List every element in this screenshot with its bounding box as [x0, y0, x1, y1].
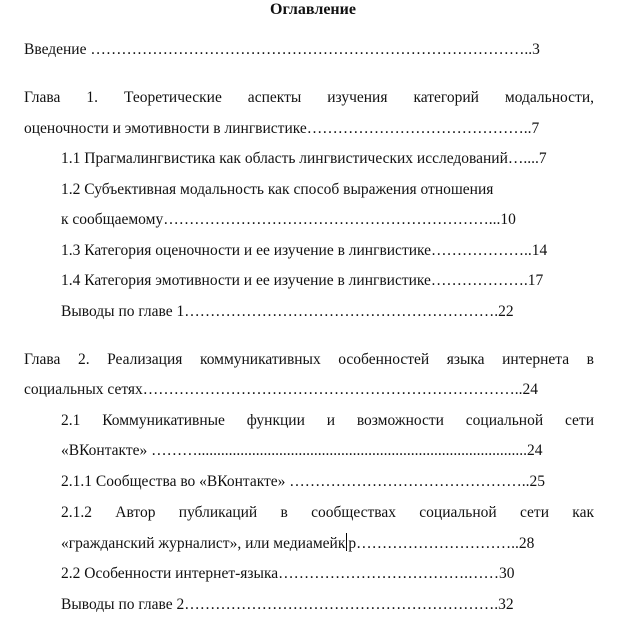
toc-entry-2-1-2-line-2 [61, 533, 534, 554]
toc-entry-2-1-line-2: «ВКонтакте» ……….....................................................................................24 [61, 442, 543, 459]
toc-entry-1-4: 1.4 Категория эмотивности и ее изучение в лингвистике……………….17 [61, 272, 544, 289]
toc-entry-1-1: 1.1 Прагмалингвистика как область лингвистических исследований…....7 [61, 150, 547, 167]
toc-entry-1-2-line-2: к сообщаемому………………………………………………………...10 [61, 211, 516, 228]
toc-entry-2-1-2-line-1: 2.1.2 Автор публикаций в сообществах социальной сети как [61, 504, 594, 521]
page-title: Оглавление [270, 1, 356, 18]
toc-entry-2-2: 2.2 Особенности интернет-языка……………………………….……30 [61, 565, 515, 582]
toc-entry-2-1-2-text-after-cursor: р…………………………..28 [348, 535, 535, 552]
toc-entry-2-1-2-text-before-cursor: «гражданский журналист», или медиамейк [61, 535, 346, 552]
toc-chapter-2-line-2: социальных сетях………………………………………………………………..24 [24, 381, 539, 398]
toc-chapter-1-line-1: Глава 1. Теоретические аспекты изучения категорий модальности, [24, 89, 594, 106]
toc-chapter-2-line-1: Глава 2. Реализация коммуникативных особенностей языка интернета в [24, 351, 594, 368]
toc-entry-2-1-1: 2.1.1 Сообщества во «ВКонтакте» ………………………………………..25 [61, 473, 546, 490]
toc-entry-intro: Введение …………………………………………………………………………..3 [24, 41, 540, 58]
toc-entry-2-conclusions: Выводы по главе 2…………………………………………………….32 [61, 596, 514, 613]
toc-entry-1-conclusions: Выводы по главе 1…………………………………………………….22 [61, 303, 514, 320]
toc-entry-1-2-line-1: 1.2 Субъективная модальность как способ выражения отношения [61, 181, 494, 198]
toc-entry-2-1-line-1: 2.1 Коммуникативные функции и возможности социальной сети [61, 412, 594, 429]
toc-entry-1-3: 1.3 Категория оценочности и ее изучение в лингвистике………………..14 [61, 242, 548, 259]
toc-chapter-1-line-2: оценочности и эмотивности в лингвистике……………………………………..7 [24, 120, 540, 137]
